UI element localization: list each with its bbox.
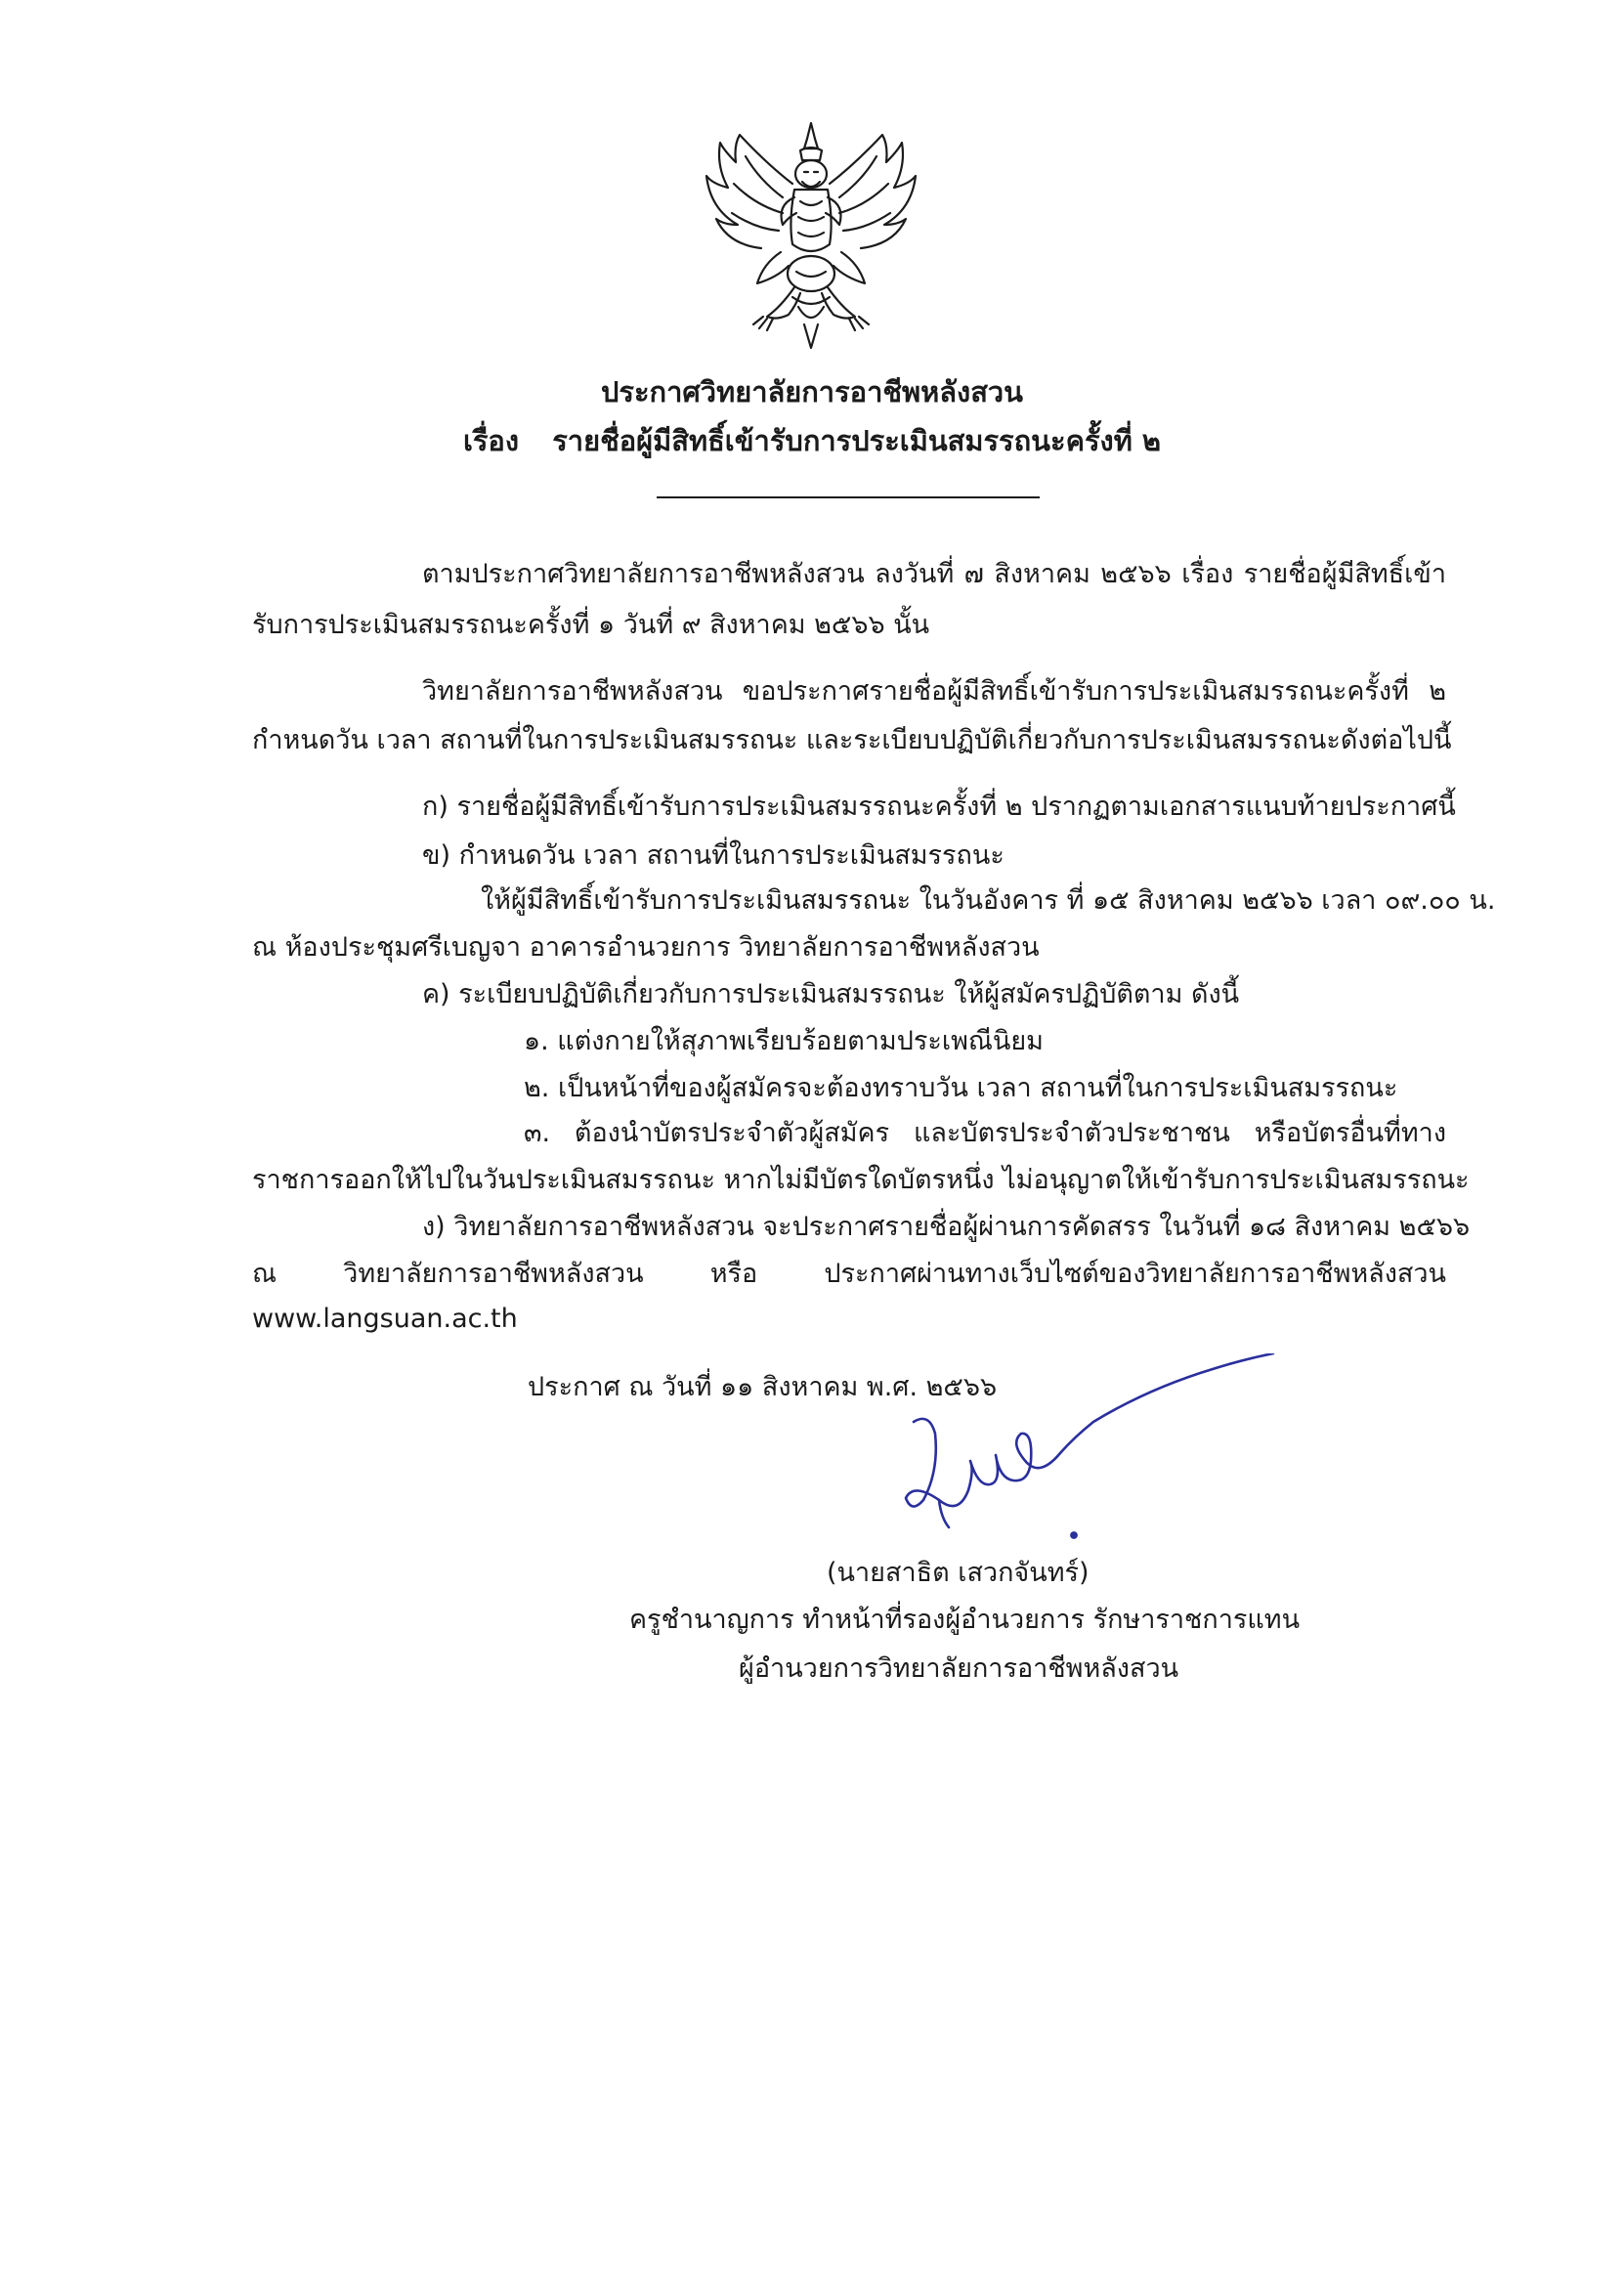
item-b-detail-line-2: ณ ห้องประชุมศรีเบญจา อาคารอำนวยการ วิทยาลัยการอาชีพหลังสวน [252,932,1040,963]
signer-position-1: ครูชำนาญการ ทำหน้าที่รองผู้อำนวยการ รักษาราชการแทน [629,1605,1301,1635]
item-c-rule-3-line-1: ๓. ต้องนำบัตรประจำตัวผู้สมัคร และบัตรประจำตัวประชาชน หรือบัตรอื่นที่ทาง [524,1118,1446,1148]
subject-prefix: เรื่อง [462,424,520,457]
subject-text: รายชื่อผู้มีสิทธิ์เข้ารับการประเมินสมรรถนะครั้งที่ ๒ [552,424,1162,457]
item-c: ค) ระเบียบปฏิบัติเกี่ยวกับการประเมินสมรรถนะ ให้ผู้สมัครปฏิบัติตาม ดังนี้ [422,979,1240,1009]
item-d-line-2: ณ วิทยาลัยการอาชีพหลังสวน หรือ ประกาศผ่านทางเว็บไซต์ของวิทยาลัยการอาชีพหลังสวน [252,1259,1446,1289]
item-d-line-1: ง) วิทยาลัยการอาชีพหลังสวน จะประกาศรายชื่อผู้ผ่านการคัดสรร ในวันที่ ๑๘ สิงหาคม ๒๕๖๖ [422,1212,1471,1242]
paragraph-1-line-1: ตามประกาศวิทยาลัยการอาชีพหลังสวน ลงวันที่ ๗ สิงหาคม ๒๕๖๖ เรื่อง รายชื่อผู้มีสิทธิ์เข้า [422,559,1446,589]
signer-position-2: ผู้อำนวยการวิทยาลัยการอาชีพหลังสวน [739,1653,1179,1684]
garuda-emblem-icon [699,115,923,352]
item-c-rule-3-line-2: ราชการออกให้ไปในวันประเมินสมรรถนะ หากไม่มีบัตรใดบัตรหนึ่ง ไม่อนุญาตให้เข้ารับการประเมินสมรรถนะ [252,1165,1470,1195]
website-url[interactable]: www.langsuan.ac.th [252,1304,518,1334]
signer-name: (นายสาธิต เสวกจันทร์) [827,1558,1090,1588]
item-b: ข) กำหนดวัน เวลา สถานที่ในการประเมินสมรรถนะ [422,840,1004,871]
handwritten-signature-icon [884,1353,1314,1554]
item-c-rule-1: ๑. แต่งกายให้สุภาพเรียบร้อยตามประเพณีนิยม [524,1026,1044,1056]
item-b-detail-line-1: ให้ผู้มีสิทธิ์เข้ารับการประเมินสมรรถนะ ในวันอังคาร ที่ ๑๕ สิงหาคม ๒๕๖๖ เวลา ๐๙.๐๐ น. [481,885,1496,916]
paragraph-2-line-2: กำหนดวัน เวลา สถานที่ในการประเมินสมรรถนะ และระเบียบปฏิบัติเกี่ยวกับการประเมินสมรรถนะดังต่อไปนี้ [252,725,1452,755]
item-c-rule-2: ๒. เป็นหน้าที่ของผู้สมัครจะต้องทราบวัน เวลา สถานที่ในการประเมินสมรรถนะ [524,1073,1398,1103]
announcement-date: ประกาศ ณ วันที่ ๑๑ สิงหาคม พ.ศ. ๒๕๖๖ [528,1372,998,1402]
paragraph-2-line-1: วิทยาลัยการอาชีพหลังสวน ขอประกาศรายชื่อผู้มีสิทธิ์เข้ารับการประเมินสมรรถนะครั้งที่ ๒ [422,676,1446,707]
website-link[interactable] [252,1300,518,1339]
title-underline [657,496,1040,498]
item-a: ก) รายชื่อผู้มีสิทธิ์เข้ารับการประเมินสมรรถนะครั้งที่ ๒ ปรากฏตามเอกสารแนบท้ายประกาศนี้ [422,792,1456,822]
announcement-subject [0,418,1624,463]
announcement-title: ประกาศวิทยาลัยการอาชีพหลังสวน [600,375,1024,408]
paragraph-1-line-2: รับการประเมินสมรรถนะครั้งที่ ๑ วันที่ ๙ สิงหาคม ๒๕๖๖ นั้น [252,610,930,640]
